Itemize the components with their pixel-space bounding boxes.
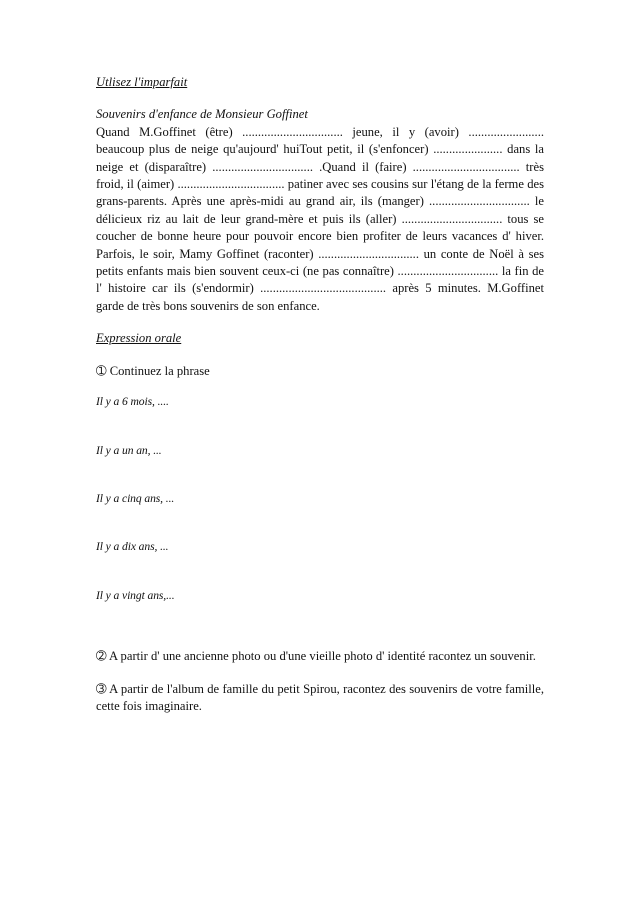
story-title: Souvenirs d'enfance de Monsieur Goffinet bbox=[96, 107, 308, 122]
prompt-6-mois: Il y a 6 mois, .... bbox=[96, 395, 169, 409]
exercise-2-instruction: ➁ A partir d' une ancienne photo ou d'une vieille photo d' identité racontez un souvenir. bbox=[96, 649, 536, 664]
prompt-dix-ans: Il y a dix ans, ... bbox=[96, 540, 169, 554]
exercise-3-instruction: ➂ A partir de l'album de famille du petit Spirou, racontez des souvenirs de votre famille, cette fois imaginaire. bbox=[96, 681, 544, 713]
section-heading-expression-orale: Expression orale bbox=[96, 331, 182, 346]
prompt-vingt-ans: Il y a vingt ans,... bbox=[96, 588, 175, 602]
story-paragraph: Quand M.Goffinet (être) ................................ jeune, il y (avoir) ........................ beaucoup plus de neige qu'aujourd' huiTout petit, il (s'enfoncer) ...................... dans la neige et (disparaître) ................................ .Quand il (faire) .................................. très froid, il (aimer) .................................. patiner avec ses cousins sur l'étang de la ferme des grans-parents. Après une après-midi au grand air, ils (manger) ................................ le délicieux riz au lait de leur grand-mère et puis ils (aller) ................................ tous se coucher de bonne heure pour pouvoir encore bien profiter de leurs vacances d' hiver. Parfois, le soir, Mamy Goffinet (raconter) ................................ un conte de Noël à ses petits enfants mais bien souvent ceux-ci (ne pas connaître) ................................ la fin de l' histoire car ils (s'endormir) ........................................ après 5 minutes. M.Goffinet garde de très bons souvenirs de son enfance. bbox=[96, 124, 544, 313]
exercise-1-instruction: ➀ Continuez la phrase bbox=[96, 363, 210, 378]
document-content bbox=[96, 74, 544, 715]
prompt-cinq-ans: Il y a cinq ans, ... bbox=[96, 491, 175, 505]
section-heading-imparfait: Utlisez l'imparfait bbox=[96, 75, 188, 89]
prompt-un-an: Il y a un an, ... bbox=[96, 443, 162, 457]
